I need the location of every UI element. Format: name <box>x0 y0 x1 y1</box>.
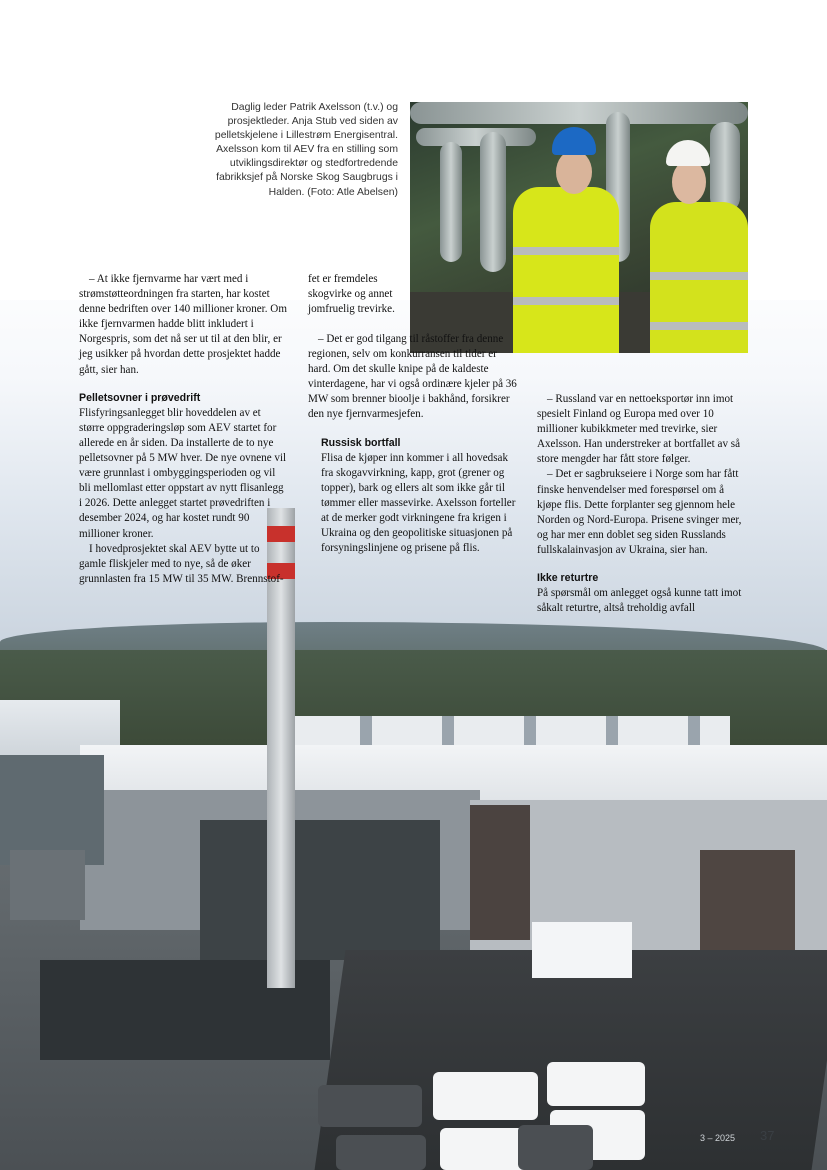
paragraph: fet er fremdeles skogvirke og annet jomfruelig trevirke. <box>308 273 395 316</box>
blue-helmet <box>552 127 596 155</box>
portrait-photo <box>410 102 748 353</box>
photo-boiler-plant <box>200 820 440 960</box>
person-right-vest <box>650 202 748 353</box>
article-column-2 <box>308 332 520 556</box>
photo-van <box>433 1072 538 1120</box>
paragraph: Flisfyringsanlegget blir hoveddelen av et større oppgraderingsløp som AEV startet for allerede en år siden. Da installerte de to nye pelletsovner på 5 MW hver. De nye ovnene vil være grunnlast i ombyggingsperioden og vil bli mellomlast etter oppstart av nytt flisanlegg i 2026. Dette anlegget startet prøvedriften i desember 2024, og har kostet rundt 90 millioner kroner. <box>79 406 287 540</box>
paragraph: I hovedprosjektet skal AEV bytte ut to gamle fliskjeler med to nye, så de øker grunnlasten fra 15 MW til 35 MW. Brennstof- <box>79 542 284 585</box>
person-right-face <box>672 160 706 204</box>
issue-date: 3 – 2025 <box>700 1133 736 1143</box>
photo-car <box>336 1135 426 1170</box>
subheading: Ikke returtre <box>537 572 599 585</box>
article-column-2-top <box>308 272 400 317</box>
subheading: Pelletsovner i prøvedrift <box>79 391 201 404</box>
photo-car <box>518 1125 593 1170</box>
subheading: Russisk bortfall <box>321 436 401 449</box>
white-helmet <box>666 140 710 166</box>
paragraph: – Det er sagbrukseiere i Norge som har fått finske henvendelser med forespørsel om å kjøpe flis. Dette forplanter seg gjennom hele Norden og Nord-Europa. Prisene svinger mer, og har mer enn doblet seg siden Russlands fullskalainvasjon av Ukraina, sier han. <box>537 468 742 556</box>
photo-van <box>547 1062 645 1106</box>
paragraph: – Russland var en nettoeksportør inn imot spesielt Finland og Europa med over 10 millioner kubikkmeter med trevirke, sier Axelsson. Han understreker at bortfallet av så store mengder har fått store følger. <box>537 393 741 466</box>
photo-left-building-roof <box>10 850 85 920</box>
person-left-face <box>556 150 592 194</box>
photo-tent <box>532 922 632 978</box>
person-left-vest <box>513 187 619 353</box>
paragraph: – Det er god tilgang til råstoffer fra denne regionen, selv om konkurransen til tider er hard. Om det skulle knipe på de kaldeste vinterdagene, har vi også ordinære kjeler på 36 MW som brenner bioolje i bakhånd, forsikrer den nye fjernvarmesjefen. <box>308 333 517 421</box>
paragraph: – At ikke fjernvarme har vært med i strømstøtteordningen fra starten, har kostet denne bedriften over 140 millioner kroner. Om ikke fjernvarmen hadde blitt inkludert i Norgespris, som det nå ser ut til at den blir, er jeg usikker på hvordan dette prosjektet hadde gått, sier han. <box>79 273 287 376</box>
photo-office-panel <box>470 805 530 940</box>
photo-left-building <box>0 755 104 865</box>
page-number: 37 <box>760 1128 775 1143</box>
paragraph: På spørsmål om anlegget også kunne tatt imot såkalt returtre, altså treholdig avfall <box>537 587 742 615</box>
photo-car <box>318 1085 422 1127</box>
photo-caption: Daglig leder Patrik Axelsson (t.v.) og prosjektleder. Anja Stub ved siden av pelletskjelene i Lillestrøm Energisentral. Axelsson kom til AEV fra en stilling som utviklingsdirektør og stedfortredende fabrikksjef på Norske Skog Saugbrugs i Halden. (Foto: Atle Abelsen) <box>214 102 398 198</box>
article-column-1 <box>79 272 288 587</box>
paragraph: Flisa de kjøper inn kommer i all hovedsak fra skogavvirkning, kapp, grot (grener og topper), bark og ellers alt som ikke går til tømmer eller massevirke. Axelsson forteller at de merker godt virkningene fra krigen i Ukraina og den geopolitiske situasjonen på forsyningslinjene og prisene på flis. <box>321 451 516 555</box>
article-column-3 <box>537 392 749 616</box>
